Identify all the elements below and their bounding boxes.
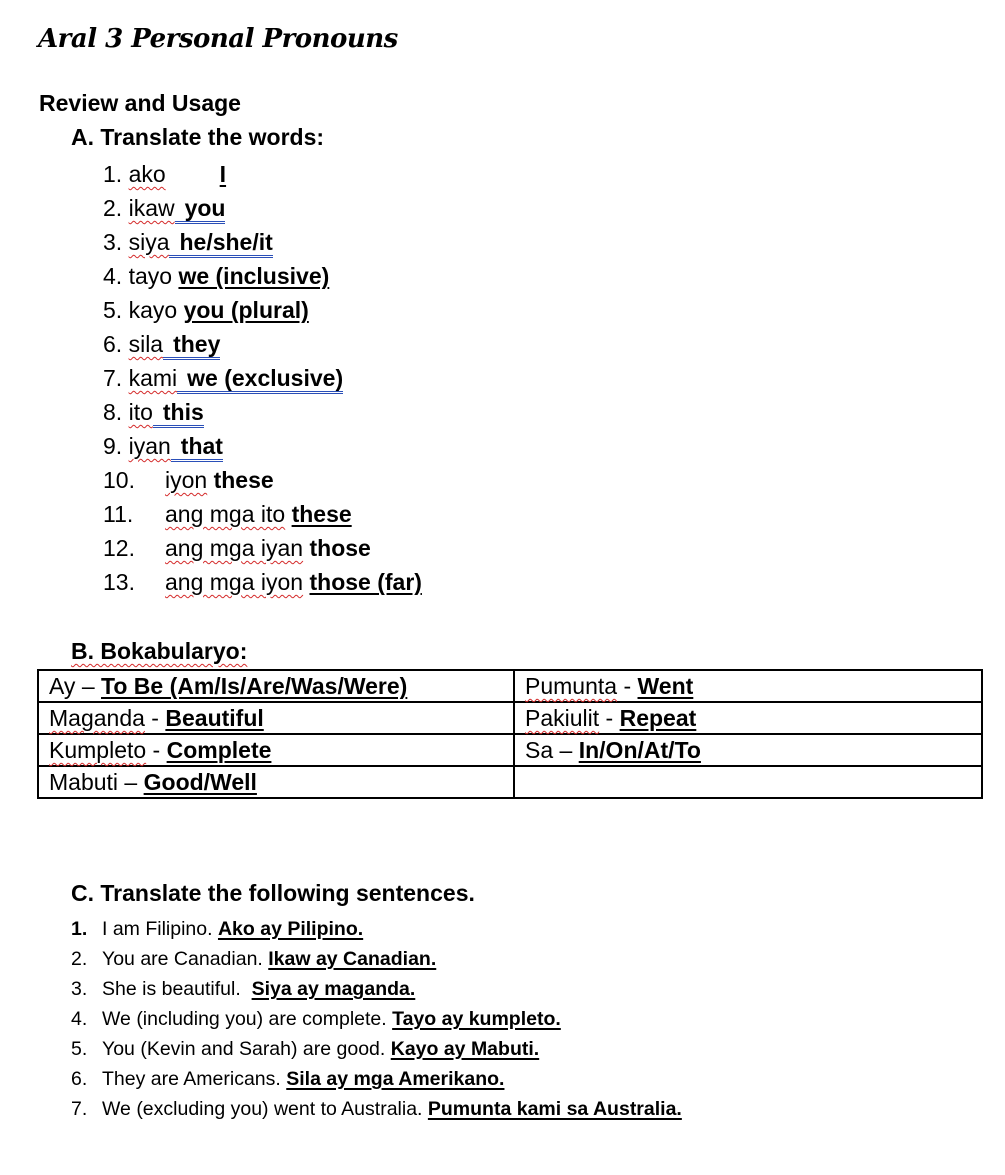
english-answer: we (inclusive)	[178, 263, 330, 289]
tagalog-answer: Ikaw ay Canadian.	[268, 948, 437, 970]
tagalog-word: ikaw	[128, 195, 175, 221]
tagalog-word: ako	[128, 161, 166, 187]
english-sentence: You (Kevin and Sarah) are good.	[102, 1038, 386, 1060]
table-row	[38, 702, 982, 734]
english-answer: these	[213, 467, 274, 493]
tagalog-word: ito	[128, 399, 153, 425]
tagalog-word: siya	[128, 229, 170, 255]
tagalog-answer: Tayo ay kumpleto.	[392, 1008, 561, 1030]
tagalog-word: iyon	[165, 467, 208, 493]
item-number: 8.	[103, 399, 123, 425]
section-c-heading: C. Translate the following sentences.	[71, 880, 475, 906]
list-item	[71, 944, 682, 974]
table-cell: Maganda - Beautiful	[38, 702, 514, 734]
item-number: 12.	[103, 535, 135, 561]
english-answer: that	[180, 433, 223, 459]
table-cell: Pakiulit - Repeat	[514, 702, 982, 734]
list-item	[103, 294, 422, 328]
english-sentence: You are Canadian.	[102, 948, 263, 970]
item-number: 4.	[103, 263, 123, 289]
english-sentence: She is beautiful.	[102, 978, 247, 1000]
list-item	[103, 226, 422, 260]
list-item	[103, 328, 422, 362]
list-item	[71, 974, 682, 1004]
list-item	[103, 260, 422, 294]
item-number: 1.	[103, 161, 123, 187]
list-item	[71, 1034, 682, 1064]
english-answer: they	[173, 331, 221, 357]
document-title: Aral 3 Personal Pronouns	[38, 24, 398, 54]
tagalog-word: tayo	[128, 263, 173, 289]
table-cell: Ay – To Be (Am/Is/Are/Was/Were)	[38, 670, 514, 702]
list-item	[103, 158, 422, 192]
tagalog-word: ang mga ito	[165, 501, 286, 527]
table-row	[38, 734, 982, 766]
item-number: 1.	[71, 918, 88, 940]
list-item	[103, 430, 422, 464]
list-item	[103, 396, 422, 430]
english-answer: you	[184, 195, 226, 221]
english-answer: I	[219, 161, 227, 187]
english-answer: these	[291, 501, 352, 527]
table-cell: Mabuti – Good/Well	[38, 766, 514, 798]
item-number: 11.	[103, 501, 134, 527]
item-number: 6.	[103, 331, 123, 357]
table-cell: Kumpleto - Complete	[38, 734, 514, 766]
tagalog-word: ang mga iyan	[165, 535, 304, 561]
english-sentence: They are Americans.	[102, 1068, 281, 1090]
tagalog-answer: Kayo ay Mabuti.	[390, 1038, 540, 1060]
english-sentence: We (excluding you) went to Australia.	[102, 1098, 423, 1120]
list-item	[103, 192, 422, 226]
tagalog-answer: Siya ay maganda.	[251, 978, 416, 1000]
list-item	[71, 1064, 682, 1094]
item-number: 7.	[103, 365, 123, 391]
list-item	[71, 1004, 682, 1034]
review-heading: Review and Usage	[39, 90, 241, 116]
list-item	[103, 498, 422, 532]
item-number: 9.	[103, 433, 123, 459]
list-item	[103, 362, 422, 396]
item-number: 4.	[71, 1008, 88, 1030]
item-number: 13.	[103, 569, 135, 595]
table-cell: Pumunta - Went	[514, 670, 982, 702]
tagalog-word: kami	[128, 365, 178, 391]
tagalog-answer: Sila ay mga Amerikano.	[286, 1068, 505, 1090]
item-number: 3.	[103, 229, 123, 255]
list-item	[103, 532, 422, 566]
list-item	[103, 464, 422, 498]
item-number: 5.	[103, 297, 123, 323]
item-number: 10.	[103, 467, 135, 493]
item-number: 5.	[71, 1038, 88, 1060]
table-cell: Sa – In/On/At/To	[514, 734, 982, 766]
list-item	[103, 566, 422, 600]
tagalog-word: iyan	[128, 433, 171, 459]
item-number: 2.	[103, 195, 123, 221]
section-a-heading: A. Translate the words:	[71, 124, 325, 150]
list-item	[71, 914, 682, 944]
table-cell	[514, 766, 982, 798]
tagalog-word: kayo	[128, 297, 178, 323]
english-answer: those	[309, 535, 371, 561]
english-sentence: We (including you) are complete.	[102, 1008, 387, 1030]
vocabulary-table	[37, 669, 983, 799]
item-number: 7.	[71, 1098, 88, 1120]
english-answer: he/she/it	[179, 229, 273, 255]
tagalog-word: sila	[128, 331, 164, 357]
item-number: 3.	[71, 978, 88, 1000]
english-answer: we (exclusive)	[187, 365, 344, 391]
tagalog-answer: Pumunta kami sa Australia.	[427, 1098, 682, 1120]
translate-words-list	[103, 158, 422, 600]
tagalog-answer: Ako ay Pilipino.	[217, 918, 364, 940]
english-sentence: I am Filipino.	[102, 918, 213, 940]
tagalog-word: ang mga iyon	[165, 569, 304, 595]
english-answer: you (plural)	[183, 297, 309, 323]
translate-sentences-list	[71, 914, 682, 1124]
section-b-heading: B. Bokabularyo:	[71, 638, 248, 664]
english-answer: those (far)	[309, 569, 422, 595]
table-row	[38, 766, 982, 798]
item-number: 2.	[71, 948, 88, 970]
table-row	[38, 670, 982, 702]
english-answer: this	[162, 399, 204, 425]
item-number: 6.	[71, 1068, 88, 1090]
list-item	[71, 1094, 682, 1124]
